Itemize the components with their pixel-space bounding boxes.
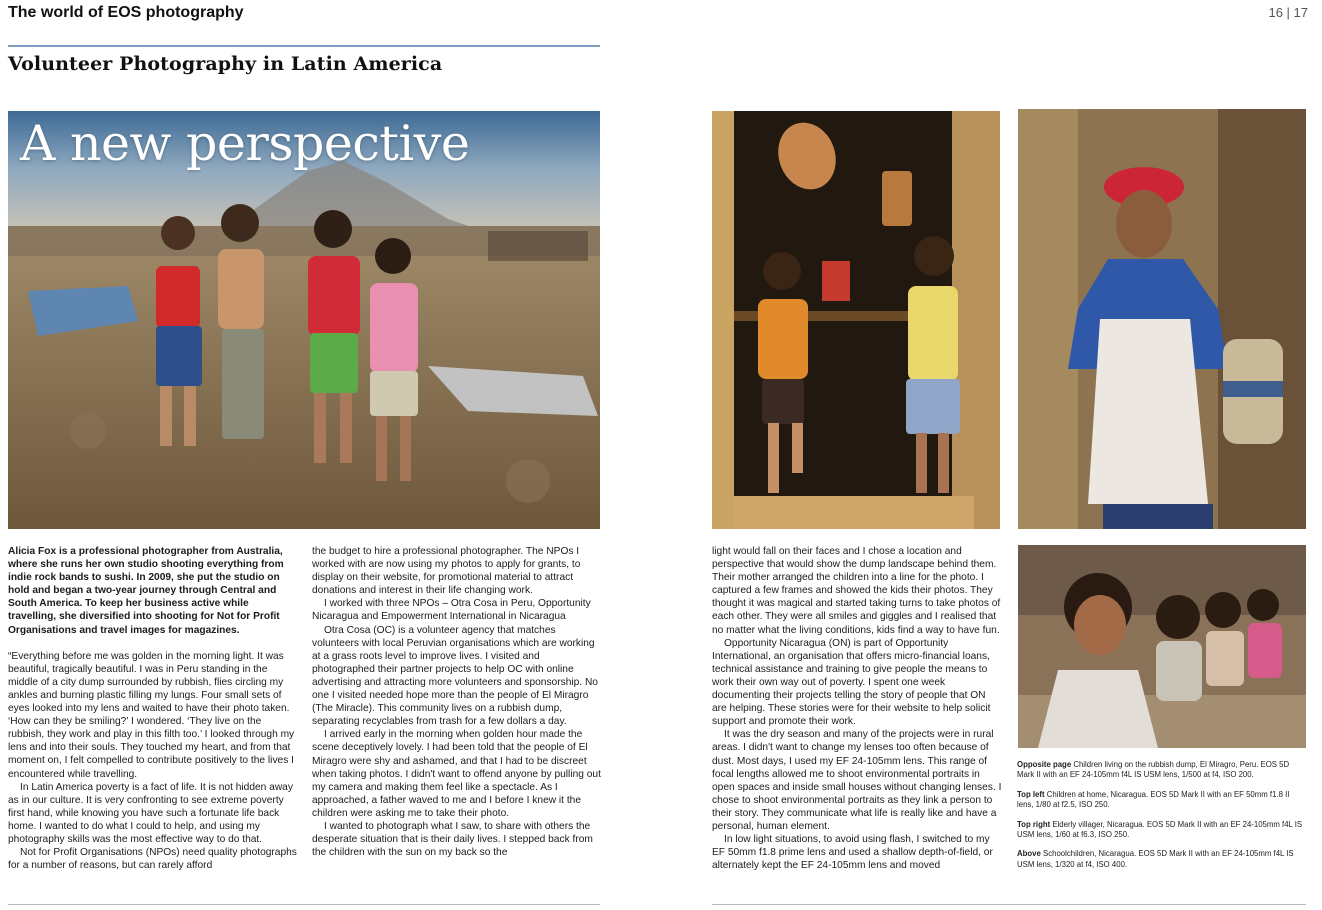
page-numbers: 16 | 17	[1268, 5, 1308, 20]
header-rule	[8, 45, 600, 47]
hero-headline: A new perspective	[20, 115, 470, 172]
caption-label: Top left	[1017, 789, 1045, 799]
body-paragraph: the budget to hire a professional photographer. The NPOs I worked with are now using my photos to apply for grants, to display on their website, for promotional material to attract donations and interest in their life changing work.	[312, 546, 581, 597]
caption-label: Above	[1017, 849, 1041, 859]
body-paragraph: I arrived early in the morning when golden hour made the scene deceptively lovely. I had been told that the people of El Miragro were shy and ashamed, and that I had to be discreet when taking photos. I didn't want to offend anyone by pulling out my camera and making them feel like a spectacle. As I approached, a father waved to me and I before I knew it the children were asking me to take their photo.	[312, 729, 601, 819]
article-column-3	[712, 545, 1002, 900]
footer-rule-left	[8, 904, 600, 905]
body-paragraph: Otra Cosa (OC) is a volunteer agency that matches volunteers with local Peruvian organisations which are working at a grass roots level to improve lives. I visited and photographed their partner projects to help OC with online advertising and attracting more volunteers and sponsorship. No one I visited needed hope more than the people of El Miragro (The Miracle). This community lives on a rubbish dump, separating recyclables from trash for a few dollars a day.	[312, 624, 598, 728]
section-title: Volunteer Photography in Latin America	[8, 53, 443, 75]
caption-top-right	[1017, 820, 1307, 841]
caption-opposite-page	[1017, 760, 1307, 781]
body-paragraph: In Latin America poverty is a fact of life. It is not hidden away as in our culture. It is very confronting to see extreme poverty first hand, while knowing you have such a fortunate life back home. I wanted to do what I could to help, and using my photography skills was the most effective way to do that.	[8, 781, 293, 845]
caption-label: Top right	[1017, 819, 1051, 829]
body-paragraph: It was the dry season and many of the projects were in rural areas. I didn't want to change my lenses too often because of dust. Most days, I used my EF 24-105mm lens. This range of focal lengths allowed me to shoot environmental portraits in open spaces and inside small houses without changing lenses. I chose to shoot environmental portraits as they link a person to their story. They communicate what life is really like and have a personal, human element.	[712, 729, 1002, 832]
body-paragraph: light would fall on their faces and I chose a location and perspective that would show the dump landscape behind them. Their mother arranged the children into a line for the photo. I captured a few frames and showed the kids their photos. They thought it was magical and started taking turns to take photos of each other. They were all smiles and giggles and I realised that no matter what the living conditions, kids find a way to have fun.	[712, 546, 1001, 636]
caption-top-left	[1017, 790, 1307, 811]
caption-text: Children at home, Nicaragua. EOS 5D Mark II with an EF 50mm f1.8 II lens, 1/80 at f2.5, ISO 250.	[1017, 789, 1290, 810]
caption-text: Schoolchildren, Nicaragua. EOS 5D Mark II with an EF 24-105mm f4L IS USM lens, 1/320 at f4, ISO 400.	[1017, 849, 1294, 869]
photo-elderly-villager	[1018, 109, 1306, 529]
caption-label: Opposite page	[1017, 760, 1072, 769]
footer-rule-right	[712, 904, 1306, 905]
photo-captions	[1017, 760, 1307, 879]
body-paragraph: I wanted to photograph what I saw, to share with others the desperate situation that is their daily lives. I stepped back from the children with the sun on my back so the	[312, 820, 593, 859]
body-paragraph: I worked with three NPOs – Otra Cosa in Peru, Opportunity Nicaragua and Empowerment International in Nicaragua	[312, 598, 591, 623]
body-paragraph: “Everything before me was golden in the morning light. It was beautiful, tragically beautiful. I was in Peru standing in the middle of a city dump surrounded by rubbish, flies circling my ankles and burning plastic filling my lungs. Four small sets of eyes looked into my lens and waited to have their photo taken. ‘How can they be smiling?’ I wondered. ‘They live on the rubbish, they work and play in this filth too.’ I looked through my lens and into their souls. They touched my heart, and from that moment on, I felt compelled to contribute positively to the lives I encountered while travelling.	[8, 650, 295, 780]
caption-above	[1017, 849, 1307, 870]
caption-text: Elderly villager, Nicaragua. EOS 5D Mark II with an EF 24-105mm f4L IS USM lens, 1/60 at f6.3, ISO 250.	[1017, 819, 1303, 840]
body-paragraph: Not for Profit Organisations (NPOs) need quality photographs for a number of reasons, but can rarely afford	[8, 847, 297, 872]
photo-children-doorway	[712, 111, 1000, 529]
body-paragraph: Opportunity Nicaragua (ON) is part of Opportunity International, an organisation that offers micro-financial loans, technical assistance and training to give people the means to work their own way out of poverty. I spent one week documenting their projects telling the story of people that ON are helping. These stories were for their website to help solicit support and promote their work.	[712, 637, 991, 728]
body-paragraph: In low light situations, to avoid using flash, I switched to my EF 50mm f1.8 prime lens and used a shallow depth-of-field, or alternately kept the EF 24-105mm lens and moved	[712, 834, 993, 872]
article-column-2	[312, 545, 602, 900]
photo-schoolchildren	[1018, 545, 1306, 748]
hero-photo-dump-children	[8, 111, 600, 529]
magazine-title: The world of EOS photography	[8, 4, 244, 21]
caption-text: Children living on the rubbish dump, El Miragro, Peru. EOS 5D Mark II with an EF 24-105mm f4L IS USM lens, 1/500 at f4, ISO 200.	[1017, 760, 1290, 780]
article-column-1	[8, 545, 298, 900]
article-intro: Alicia Fox is a professional photographer from Australia, where she runs her own studio shooting everything from indie rock bands to sushi. In 2009, she put the studio on hold and began a two-year journey through Central and South America. To keep her business active while travelling, she diversified into shooting for Not for Profit Organisations and travel images for magazines.	[8, 546, 284, 636]
